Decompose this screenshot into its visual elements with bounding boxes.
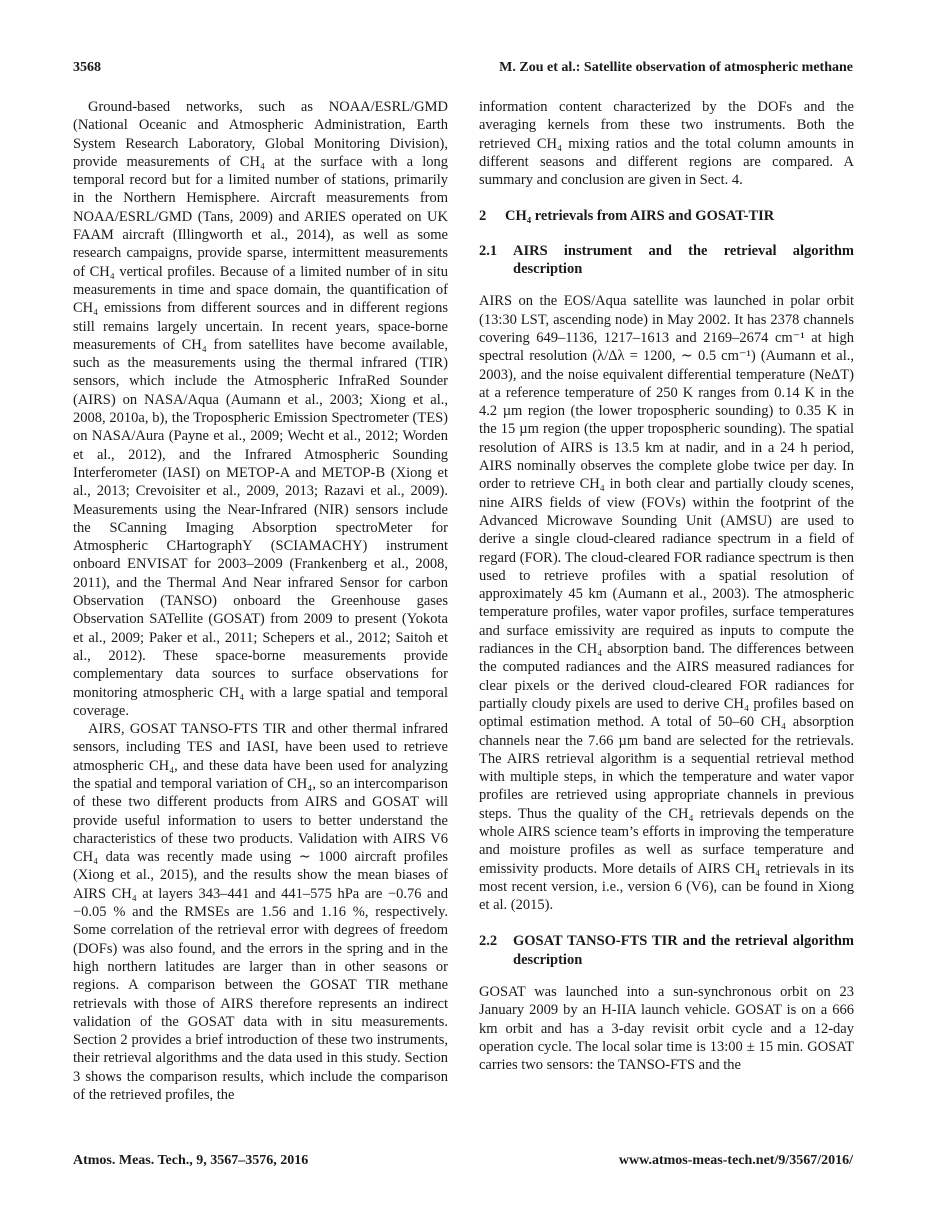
section-2-number: 2: [479, 208, 487, 225]
intro-paragraph-continued: information content characterized by the DOFs and the averaging kernels from these two instruments. Both the retrieved CH₄ mixing ratios and the total column amounts in different seasons and different regions are compared. A summary and conclusion are given in Sect. 4.: [479, 99, 854, 189]
section-2-1-number: 2.1: [479, 242, 498, 259]
section-2-2-heading: [479, 932, 854, 969]
section-2-1-title: AIRS instrument and the retrieval algorithm description: [513, 242, 854, 278]
section-2-2-title: GOSAT TANSO-FTS TIR and the retrieval algorithm description: [513, 933, 854, 968]
intro-paragraph-2: AIRS, GOSAT TANSO-FTS TIR and other thermal infrared sensors, including TES and IASI, have been used to retrieve atmospheric CH₄, and these data have been used for analyzing the spatial and temporal variation of CH₄, so an intercomparison of these two different products from AIRS and GOSAT will provide useful information to users to better understand the characteristics of these two products. Validation with AIRS V6 CH₄ data was recently made using ∼ 1000 aircraft profiles (Xiong et al., 2015), and the results show the mean biases of AIRS CH₄ at layers 343–441 and 441–575 hPa are −0.76 and −0.05 % and the RMSEs are 1.56 and 1.16 %, respectively. Some correlation of the retrieval error with degrees of freedom (DOFs) was also found, and the errors in the spring and in the high northern latitudes are larger than in other seasons or regions. A comparison between the GOSAT TIR methane retrievals with those of AIRS therefore represents an indirect validation of the GOSAT data with in situ measurements. Section 2 provides a brief introduction of these two instruments, their retrieval algorithms and the data used in this study. Section 3 shows the comparison results, which include the comparison of the retrieved profiles, the: [73, 721, 448, 1104]
journal-url: www.atmos-meas-tech.net/9/3567/2016/: [618, 1153, 853, 1168]
section-2-1-heading: [479, 242, 854, 279]
page-number: 3568: [73, 60, 101, 75]
intro-paragraph-1: Ground-based networks, such as NOAA/ESRL/GMD (National Oceanic and Atmospheric Administration, Earth System Research Laboratory, Global Monitoring Division), provide measurements of CH₄ at the surface with a long temporal record but for a limited number of stations, primarily in the Northern Hemisphere. Aircraft measurements from NOAA/ESRL/GMD (Tans, 2009) and ARIES operated on UK FAAM aircraft (Illingworth et al., 2014), as well as some research campaigns, provide sparse, intermittent measurements of CH₄ vertical profiles. Because of a limited number of in situ measurements in time and space domain, the quantification of CH₄ emissions from different sources and in different regions still remains largely uncertain. In recent years, space-borne measurements of CH₄ from satellites have become available, such as the measurements using the thermal infrared (TIR) sensors, which include the Atmospheric InfraRed Sounder (AIRS) on NASA/Aqua (Aumann et al., 2003; Xiong et al., 2008, 2010a, b), the Tropospheric Emission Spectrometer (TES) on NASA/Aura (Payne et al., 2009; Wecht et al., 2012; Worden et al., 2012), and the Infrared Atmospheric Sounding Interferometer (IASI) on METOP-A and METOP-B (Xiong et al., 2013; Crevoisiter et al., 2009, 2013; Razavi et al., 2009). Measurements using the Near-Infrared (NIR) sensors include the SCanning Imaging Absorption spectroMeter for Atmospheric CHartographY (SCIAMACHY) instrument onboard ENVISAT for 2003–2009 (Frankenberg et al., 2008, 2011), and the Thermal And Near infrared Sensor for carbon Observation (TANSO) onboard the Greenhouse gases Observation SATellite (GOSAT) from 2009 to present (Yokota et al., 2009; Paker et al., 2011; Schepers et al., 2012; Saitoh et al., 2012). These space-borne measurements provide complementary data sources to surface observations for monitoring atmospheric CH₄ with a large spatial and temporal coverage.: [73, 99, 448, 719]
section-2-1-body: AIRS on the EOS/Aqua satellite was launched in polar orbit (13:30 LST, ascending node) in May 2002. It has 2378 channels covering 649–1136, 1217–1613 and 2169–2674 cm⁻¹ at high spectral resolution (λ/Δλ = 1200, ∼ 0.5 cm⁻¹) (Aumann et al., 2003), and the noise equivalent differential temperature (NeΔT) at a reference temperature of 250 K ranges from 0.14 K in the 4.2 µm region (the lower tropospheric sounding) to 0.35 K in the 15 µm region (the upper tropospheric sounding). The spatial resolution of AIRS is 13.5 km at nadir, and in a 24 h period, AIRS nominally observes the complete globe twice per day. In order to retrieve CH₄ in both clear and partially cloudy scenes, nine AIRS fields of view (FOVs) within the footprint of the Advanced Microwave Sounding Unit (AMSU) are used to derive a single cloud-cleared radiance spectrum in a field of regard (FOR). The cloud-cleared FOR radiance spectrum is then used to retrieve profiles with a spatial resolution of approximately 45 km (Aumann et al., 2003). The atmospheric temperature profiles, water vapor profiles, surface temperatures and surface emissivity are required as inputs to compute the radiances in the CH₄ absorption band. The differences between the computed radiances and the AIRS measured radiances for clear pixels or the derived cloud-cleared FOR radiances for partially cloudy pixels are used to derive CH₄ profiles based on optimal estimation method. A total of 50–60 CH₄ absorption channels near the 7.66 µm band are selected for the retrievals. The AIRS retrieval algorithm is a sequential retrieval method with multiple steps, in which the temperature and water vapor profiles are retrieved using appropriate channels in previous steps. Thus the quality of the CH₄ retrievals depends on the whole AIRS science team’s efforts in improving the temperature and moisture profiles as well as surface temperature and emissivity products. More details of AIRS CH₄ retrievals in its most recent version, i.e., version 6 (V6), can be found in Xiong et al. (2015).: [479, 293, 854, 914]
running-title: M. Zou et al.: Satellite observation of atmospheric methane: [499, 60, 853, 75]
section-2-title: CH₄ retrievals from AIRS and GOSAT-TIR: [505, 208, 775, 225]
section-2-heading: [479, 207, 854, 225]
section-2-2-body: GOSAT was launched into a sun-synchronous orbit on 23 January 2009 by an H-IIA launch vehicle. GOSAT is on a 666 km orbit and has a 3-day revisit orbit cycle and a 12-day operation cycle. The local solar time is 13:00 ± 15 min. GOSAT carries two sensors: the TANSO-FTS and the: [479, 984, 854, 1074]
right-column: [479, 98, 854, 1075]
section-2-2-number: 2.2: [479, 933, 498, 950]
left-column: [73, 98, 448, 1104]
journal-citation: Atmos. Meas. Tech., 9, 3567–3576, 2016: [73, 1153, 309, 1168]
